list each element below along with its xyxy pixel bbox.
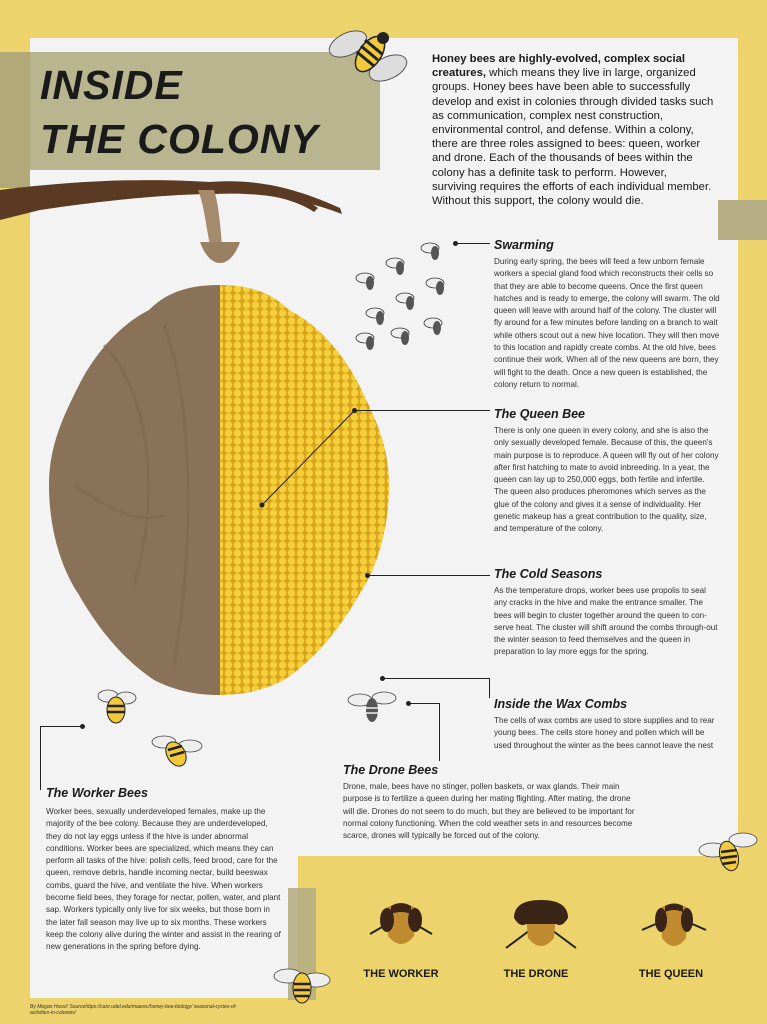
credit-text: By Megan Huss// Sourcehttps://canr.udel.edu/maarec/honey-bee-biology/ seasonal-cycles-of-activities-in-colonies/ (30, 1004, 237, 1016)
worker-title: The Worker Bees (46, 786, 148, 800)
queen-connector (260, 410, 360, 510)
bee-swarm-icon (345, 238, 455, 358)
queen-head-icon (638, 896, 710, 956)
worker-head-label: THE WORKER (363, 968, 439, 980)
queen-line (354, 410, 490, 411)
drone-line (408, 703, 439, 704)
swarming-body: During early spring, the bees will feed a few unborn female workers a special gland food which reconstructs their cells so that they are able to become queens. Once the first queen hatches and is ready to emerge, the colony will swarm. The old queen will leave with around half of the colony. The cluster will fly around for a few minutes before landing on a branch to wait while others scout out a new hive location. They will then move to this location and rapidly create combs. At the old hive, bees continue their work. When all of the new queens are born, they will fight to the death. Once a new queen is established, the colony return to normal. (494, 257, 720, 389)
bee-icon-right (697, 824, 759, 880)
bee-icon-worker-2 (150, 728, 204, 774)
worker-head-icon (366, 896, 436, 956)
swarming-line (456, 243, 490, 244)
intro-lead: Honey bees are highly-evolved, complex social creatures, (432, 53, 686, 80)
bee-icon-bottom (272, 958, 332, 1008)
cold-body: As the temperature drops, worker bees use propolis to seal any cracks in the hive and make the entrance smaller. The bees will begin to cluster together around the queen to con-serve heat. The cluster will shift around the combs through-out the winter season to feed themselves and the queen in preparation to lay more eggs for the spring. (494, 586, 718, 657)
swarming-title: Swarming (494, 238, 554, 252)
bee-icon-wax (346, 684, 398, 726)
queen-body: There is only one queen in every colony, and she is also the only sexually developed female. Because of this, the queen's main purpose is to reproduce. A queen will fly out of her colony after first hatching to mate to avoid inbreeding. In a year, the queen can lay up to 250,000 eggs, both fertile and infertile. The queen also produces pheromones which serves as the glue of the colony and gives it a sense of individuality. Her genetic makeup has a great contribution to the quality, size, and temperature of the colony. (494, 426, 719, 534)
title-line-1: INSIDE (40, 62, 183, 108)
queen-title: The Queen Bee (494, 407, 585, 421)
cold-line (368, 575, 490, 576)
wax-line (382, 678, 490, 679)
drone-vline (439, 703, 440, 761)
wax-body: The cells of wax combs are used to store supplies and to rear young bees. The cells store honey and pollen which will be used throughout the winter as the bees cannot leave the nest (494, 716, 715, 750)
page-title (40, 58, 319, 166)
wax-title: Inside the Wax Combs (494, 697, 628, 711)
drone-title: The Drone Bees (343, 763, 439, 777)
worker-body: Worker bees, sexually underdeveloped females, make up the majority of the bee colony. Because they are underdeveloped, they do not lay eggs unless if the hive is under abnormal conditions. Worker bees are specialized, which means they can perform all tasks of the hive: polish cells, feed brood, care for the queen, remove debris, handle incoming nectar, build beeswax combs, guard the hive, and ventilate the hive. When workers become field bees, they forage for nectar, pollen, water, and plant sap. Workers typically only live for six weeks, but those born in the later fall season may live up to six months. These workers keep the colony alive during the winter and assist in the rearing of new generations in the spring before dying. (46, 807, 281, 952)
cold-title: The Cold Seasons (494, 567, 603, 581)
bee-icon (328, 8, 408, 96)
wax-vline (489, 678, 490, 698)
intro-paragraph (432, 52, 714, 208)
worker-line (40, 726, 82, 727)
drone-head-label: THE DRONE (503, 968, 569, 980)
queen-head-label: THE QUEEN (638, 968, 704, 980)
title-line-2: THE COLONY (40, 116, 319, 162)
drone-head-icon (500, 894, 582, 958)
worker-vline (40, 726, 41, 790)
bee-icon-worker-1 (94, 682, 140, 732)
intro-rest: which means they live in large, organized groups. Honey bees have been able to successfully develop and exist in colonies through divided tasks such as communication, complex nest construction, environmental control, and defense. Within a colony, there are three roles assigned to bees: queen, worker and drone. Each of the thousands of bees within the colony has a definite task to perform. However, surviving requires the efforts of each individual member. Without this support, the colony would die. (432, 67, 714, 208)
drone-body: Drone, male, bees have no stinger, pollen baskets, or wax glands. Their main purpose is to fertilize a queen during her mating flighting. After mating, the drone will die. Drones do not seem to do much, but they are believed to be important for normal colony functioning. When the cold weather sets in and resources become scarce, drones will typically be forced out of the colony. (343, 782, 635, 841)
